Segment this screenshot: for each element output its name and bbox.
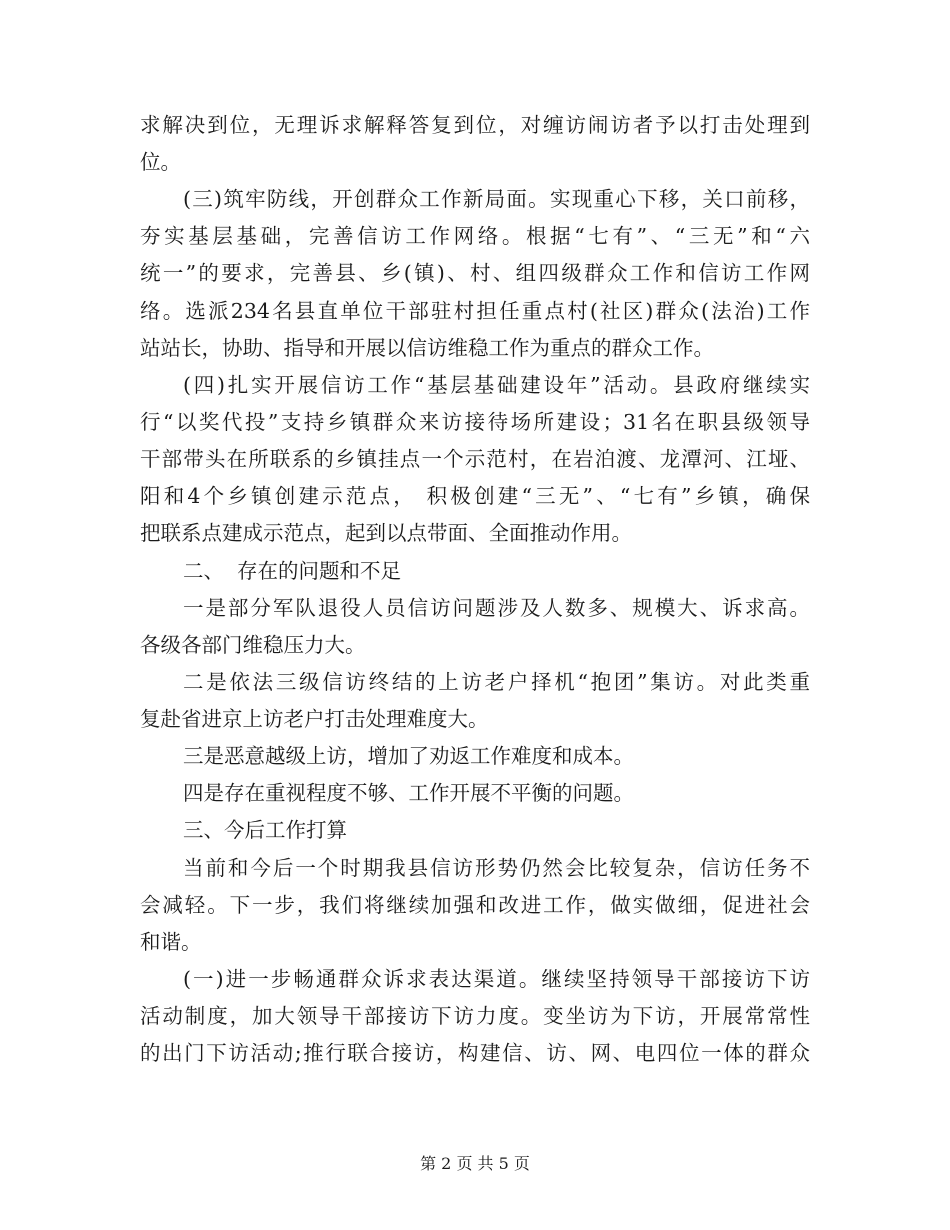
text-line: 各级各部门维稳压力大。: [140, 633, 366, 657]
text-line: 和谐。: [140, 930, 202, 954]
text-line: 求解决到位，无理诉求解释答复到位，对缠访闹访者予以打击处理到: [140, 113, 810, 137]
text-line: 络。选派234名县直单位干部驻村担任重点村(社区)群众(法治)工作: [140, 299, 810, 323]
text-line: 会减轻。下一步，我们将继续加强和改进工作，做实做细，促进社会: [140, 893, 810, 917]
text-line: 统一”的要求，完善县、乡(镇)、村、组四级群众工作和信访工作网: [140, 261, 810, 285]
text-line: (四)扎实开展信访工作“基层基础建设年”活动。县政府继续实: [183, 373, 810, 397]
text-line: (一)进一步畅通群众诉求表达渠道。继续坚持领导干部接访下访: [183, 967, 810, 991]
text-line: 复赴省进京上访老户打击处理难度大。: [140, 707, 489, 731]
text-line: 四是存在重视程度不够、工作开展不平衡的问题。: [183, 781, 634, 805]
text-line: 站站长，协助、指导和开展以信访维稳工作为重点的群众工作。: [140, 336, 714, 360]
text-line: 位。: [140, 150, 181, 174]
text-line: 二是依法三级信访终结的上访老户择机“抱团”集访。对此类重: [183, 670, 810, 694]
page-number-footer: 第 2 页 共 5 页: [420, 1154, 530, 1173]
section-heading: 二、 存在的问题和不足: [183, 559, 402, 583]
text-line: 干部带头在所联系的乡镇挂点一个示范村，在岩泊渡、龙潭河、江垭、: [140, 447, 810, 471]
text-line: 的出门下访活动;推行联合接访，构建信、访、网、电四位一体的群众: [140, 1041, 810, 1065]
text-line: 夯实基层基础，完善信访工作网络。根据“七有”、“三无”和“六: [140, 224, 810, 248]
text-line: 活动制度，加大领导干部接访下访力度。变坐访为下访，开展常常性: [140, 1004, 810, 1028]
text-line: (三)筑牢防线，开创群众工作新局面。实现重心下移，关口前移，: [183, 187, 810, 211]
text-line: 一是部分军队退役人员信访问题涉及人数多、规模大、诉求高。: [183, 596, 810, 620]
text-line: 三是恶意越级上访，增加了劝返工作难度和成本。: [183, 744, 634, 768]
text-line: 把联系点建成示范点，起到以点带面、全面推动作用。: [140, 521, 632, 545]
text-line: 当前和今后一个时期我县信访形势仍然会比较复杂，信访任务不: [183, 856, 810, 880]
text-line: 行“以奖代投”支持乡镇群众来访接待场所建设；31名在职县级领导: [140, 410, 810, 434]
text-line: 阳和4个乡镇创建示范点， 积极创建“三无”、“七有”乡镇，确保: [140, 484, 810, 508]
section-heading: 三、今后工作打算: [183, 818, 347, 842]
